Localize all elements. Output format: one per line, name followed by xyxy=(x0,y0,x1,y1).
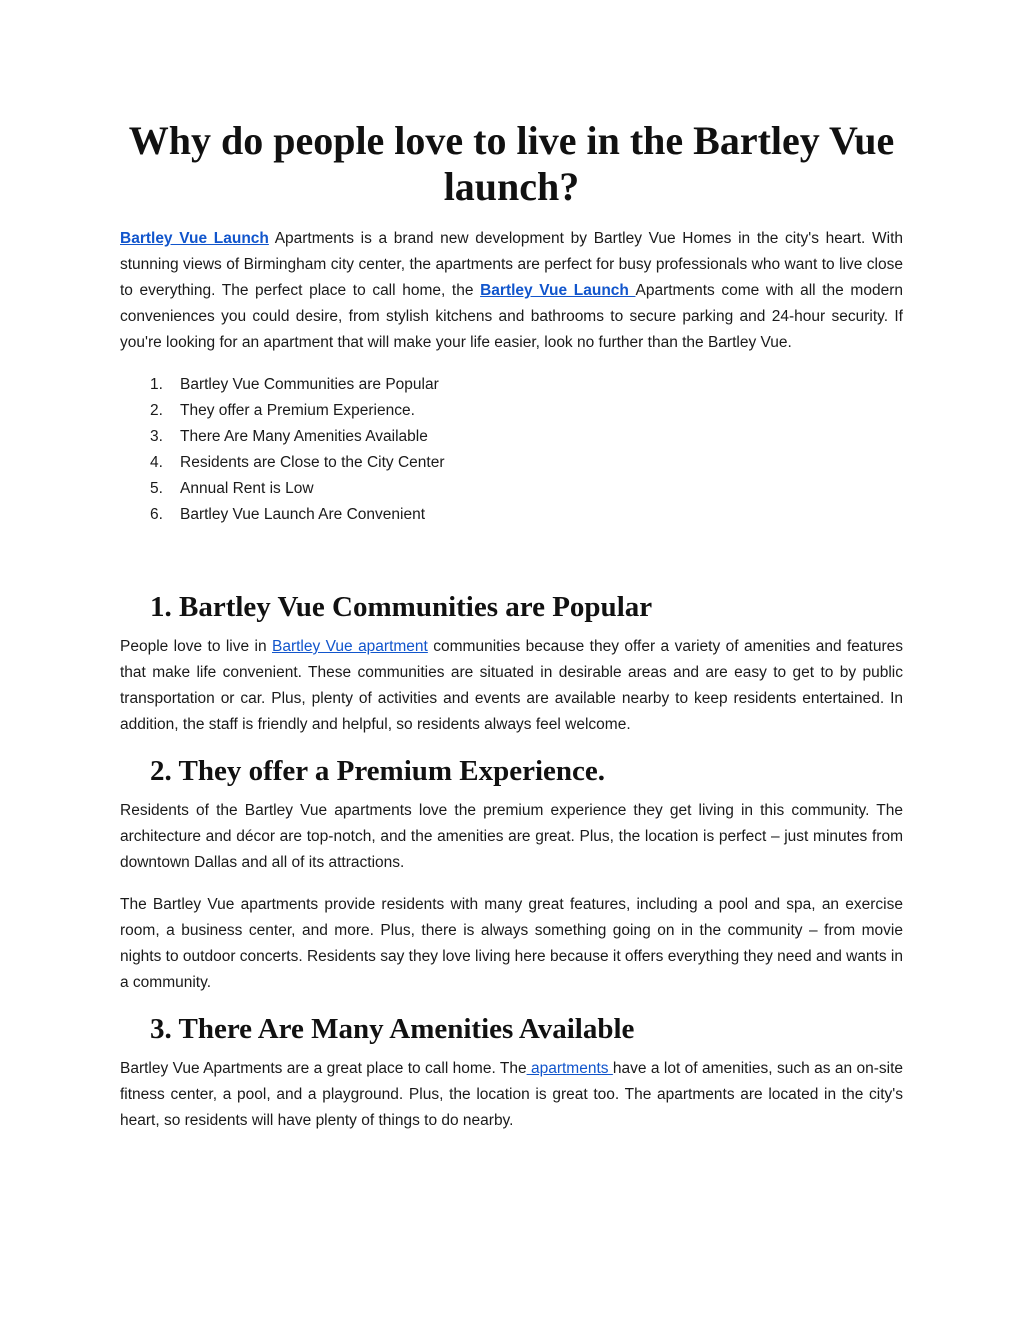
bartley-vue-launch-link-1[interactable]: Bartley Vue Launch xyxy=(120,230,269,247)
section-1-heading: 1. Bartley Vue Communities are Popular xyxy=(150,591,653,623)
list-item: 1. Bartley Vue Communities are Popular xyxy=(150,376,439,393)
section-2-paragraph-1: Residents of the Bartley Vue apartments love the premium experience they get living in this community. The architecture and décor are top-notch, and the amenities are great. Plus, the location is perfect – just minutes from downtown Dallas and all of its attractions. xyxy=(120,802,903,871)
reasons-list xyxy=(120,372,903,528)
page-title: Why do people love to live in the Bartley Vue launch? xyxy=(128,118,895,209)
bartley-vue-apartment-link[interactable]: Bartley Vue apartment xyxy=(272,638,428,655)
list-item: 6. Bartley Vue Launch Are Convenient xyxy=(150,506,426,523)
intro-paragraph xyxy=(120,226,903,356)
section-2-paragraph-2: The Bartley Vue apartments provide residents with many great features, including a pool and spa, an exercise room, a business center, and more. Plus, there is always something going on in the community – from movie nights to outdoor concerts. Residents say they love living here because it offers everything they need and wants in a community. xyxy=(120,896,903,991)
intro-text-1: Apartments is a brand new development by Bartley Vue Homes in the city's heart. With stunning views of Birmingham city center, the apartments are perfect for busy professionals who want to live close to everything. The perfect place to call home, the xyxy=(120,230,903,299)
section-3-heading: 3. There Are Many Amenities Available xyxy=(150,1013,635,1045)
bartley-vue-launch-link-2[interactable]: Bartley Vue Launch xyxy=(480,282,636,299)
section-2-heading: 2. They offer a Premium Experience. xyxy=(150,755,606,787)
section-1-paragraph: People love to live in Bartley Vue apartment communities because they offer a variety of amenities and features that make life convenient. These communities are situated in desirable areas and are easy to get to by public transportation or car. Plus, plenty of activities and events are available nearby to keep residents entertained. In addition, the staff is friendly and helpful, so residents always feel welcome. xyxy=(120,638,903,733)
list-item: 2. They offer a Premium Experience. xyxy=(150,402,415,419)
document-page xyxy=(120,118,903,1134)
list-item: 4. Residents are Close to the City Center xyxy=(150,454,445,471)
list-item: 5. Annual Rent is Low xyxy=(150,480,314,497)
intro-text-2: Apartments come with all the modern conveniences you could desire, from stylish kitchens and bathrooms to secure parking and 24-hour security. If you're looking for an apartment that will make your life easier, look no further than the Bartley Vue. xyxy=(120,282,903,351)
list-item: 3. There Are Many Amenities Available xyxy=(150,428,428,445)
section-3-paragraph: Bartley Vue Apartments are a great place to call home. The apartments have a lot of amenities, such as an on-site fitness center, a pool, and a playground. Plus, the location is great too. The apartments are located in the city's heart, so residents will have plenty of things to do nearby. xyxy=(120,1060,904,1129)
apartments-link[interactable]: apartments xyxy=(526,1060,613,1077)
